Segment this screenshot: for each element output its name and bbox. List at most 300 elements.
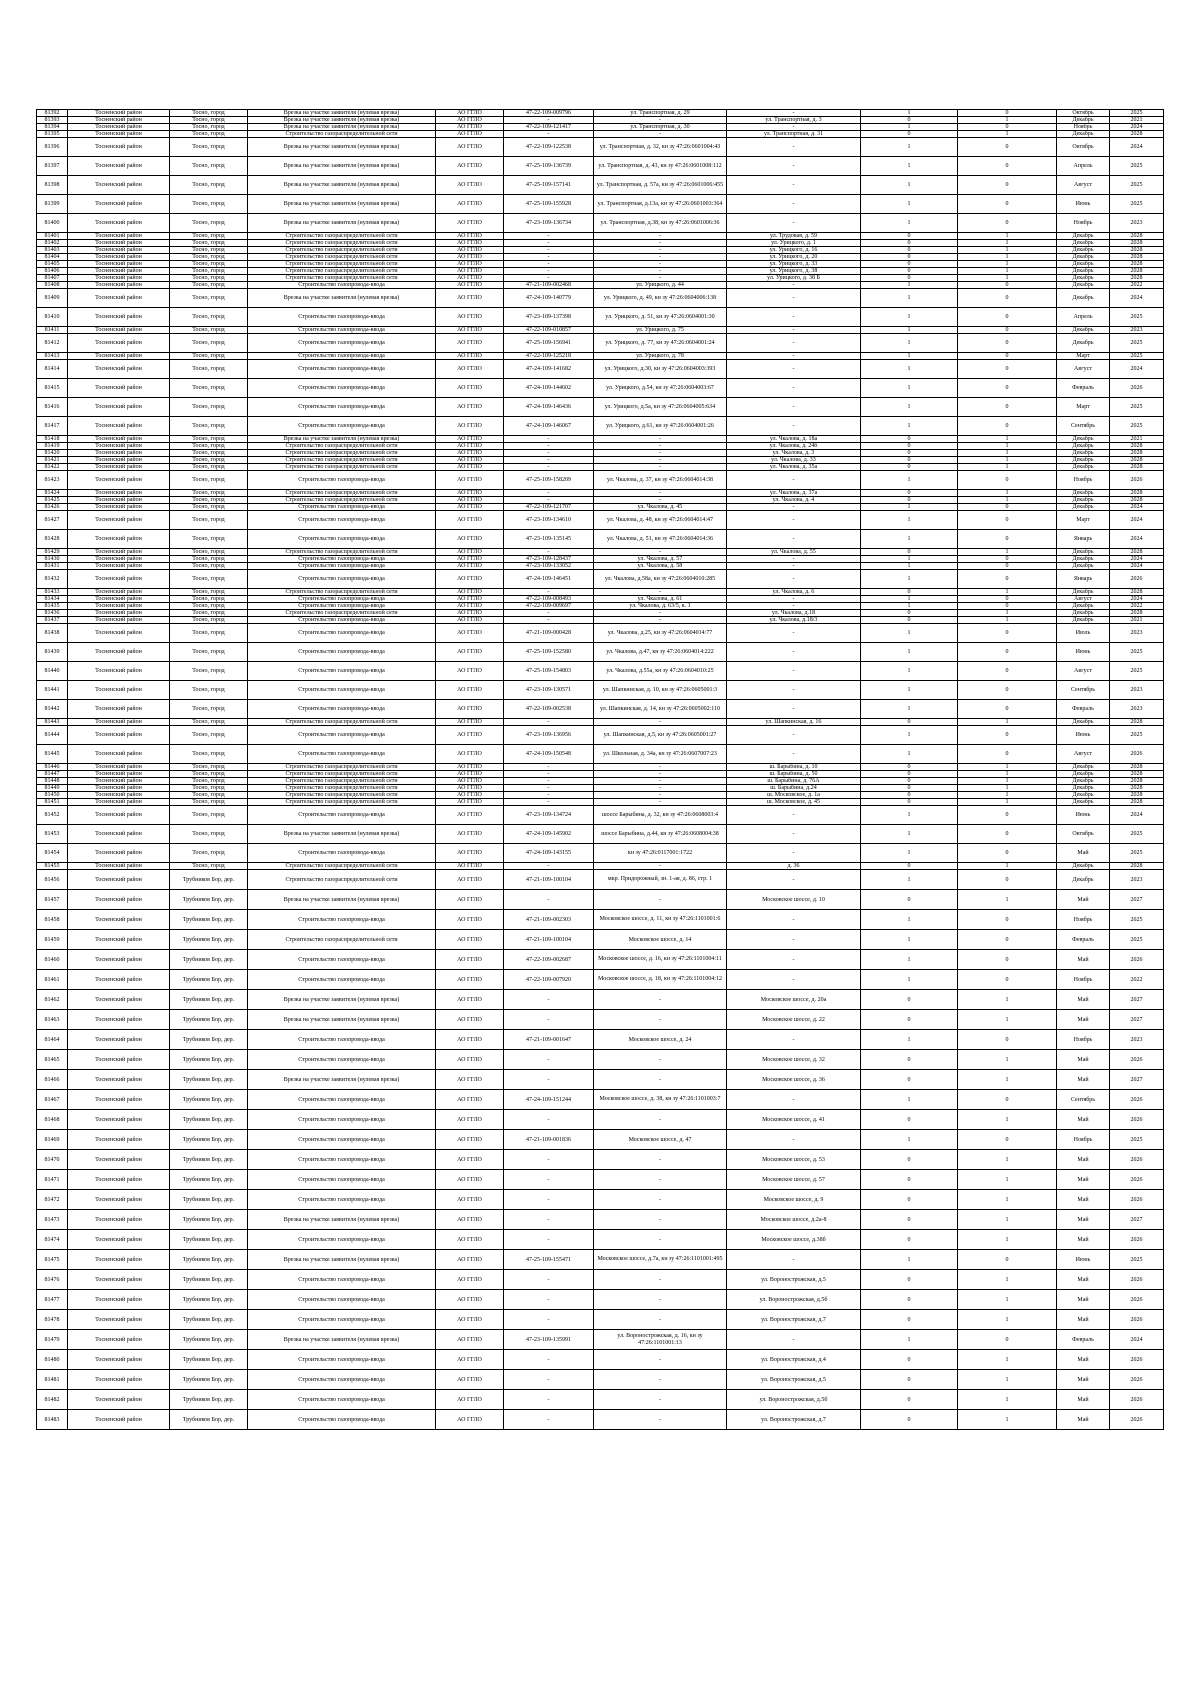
- organization-cell: АО ГГЛО: [436, 1130, 504, 1150]
- month-cell: Май: [1057, 1190, 1110, 1210]
- month-cell: Февраль: [1057, 700, 1110, 719]
- flag-a-cell: 1: [861, 700, 958, 719]
- organization-cell: АО ГГЛО: [436, 464, 504, 471]
- application-number-cell: 47-23-109-128437: [504, 556, 594, 563]
- year-cell: 2023: [1110, 681, 1164, 700]
- year-cell: 2028: [1110, 490, 1164, 497]
- work-type-cell: Строительство газопровода-ввода: [248, 471, 436, 490]
- work-type-cell: Строительство газораспределительной сети: [248, 240, 436, 247]
- address-applicant-cell: ул. Чкалова, д. 48, кн зу 47:26:0604014:47: [594, 511, 727, 530]
- district-cell: Тосненский район: [68, 1250, 170, 1270]
- address-network-cell: -: [727, 417, 861, 436]
- application-number-cell: -: [504, 254, 594, 261]
- application-number-cell: -: [504, 1230, 594, 1250]
- flag-b-cell: 0: [958, 970, 1057, 990]
- district-cell: Тосненский район: [68, 195, 170, 214]
- address-network-cell: -: [727, 289, 861, 308]
- table-row: [37, 764, 1164, 771]
- table-row: [37, 504, 1164, 511]
- table-row: [37, 327, 1164, 334]
- settlement-cell: Трубников Бор, дер.: [170, 1170, 248, 1190]
- address-applicant-cell: -: [594, 1150, 727, 1170]
- application-number-cell: 47-22-109-008493: [504, 596, 594, 603]
- address-applicant-cell: -: [594, 785, 727, 792]
- address-network-cell: -: [727, 1030, 861, 1050]
- address-network-cell: ул. Воронострожская, д.5: [727, 1370, 861, 1390]
- row-number-cell: 81440: [37, 662, 68, 681]
- table-row: [37, 457, 1164, 464]
- row-number-cell: 81450: [37, 792, 68, 799]
- address-applicant-cell: -: [594, 497, 727, 504]
- address-network-cell: -: [727, 398, 861, 417]
- work-type-cell: Строительство газораспределительной сети: [248, 799, 436, 806]
- district-cell: Тосненский район: [68, 863, 170, 870]
- district-cell: Тосненский район: [68, 124, 170, 131]
- month-cell: Май: [1057, 1290, 1110, 1310]
- year-cell: 2021: [1110, 617, 1164, 624]
- address-network-cell: -: [727, 662, 861, 681]
- address-applicant-cell: -: [594, 990, 727, 1010]
- flag-a-cell: 0: [861, 785, 958, 792]
- month-cell: Декабрь: [1057, 549, 1110, 556]
- flag-b-cell: 0: [958, 1330, 1057, 1350]
- address-applicant-cell: ул. Урицкого, д.5а, кн зу 47:26:0604005:634: [594, 398, 727, 417]
- row-number-cell: 81426: [37, 504, 68, 511]
- work-type-cell: Строительство газораспределительной сети: [248, 719, 436, 726]
- year-cell: 2023: [1110, 624, 1164, 643]
- row-number-cell: 81459: [37, 930, 68, 950]
- organization-cell: АО ГГЛО: [436, 1170, 504, 1190]
- district-cell: Тосненский район: [68, 450, 170, 457]
- flag-a-cell: 0: [861, 1290, 958, 1310]
- year-cell: 2024: [1110, 556, 1164, 563]
- month-cell: Январь: [1057, 570, 1110, 589]
- settlement-cell: Трубников Бор, дер.: [170, 930, 248, 950]
- table-row: [37, 110, 1164, 117]
- work-type-cell: Врезка на участке заявителя (нулевая врезка): [248, 176, 436, 195]
- year-cell: 2028: [1110, 589, 1164, 596]
- table-row: [37, 530, 1164, 549]
- settlement-cell: Трубников Бор, дер.: [170, 1350, 248, 1370]
- month-cell: Декабрь: [1057, 764, 1110, 771]
- table-row: [37, 1030, 1164, 1050]
- flag-b-cell: 0: [958, 327, 1057, 334]
- flag-a-cell: 0: [861, 549, 958, 556]
- address-applicant-cell: ул. Транспортная, д.13а, кн зу 47:26:0601003:364: [594, 195, 727, 214]
- settlement-cell: Тосно, город: [170, 570, 248, 589]
- row-number-cell: 81411: [37, 327, 68, 334]
- organization-cell: АО ГГЛО: [436, 247, 504, 254]
- district-cell: Тосненский район: [68, 110, 170, 117]
- year-cell: 2024: [1110, 511, 1164, 530]
- settlement-cell: Тосно, город: [170, 745, 248, 764]
- flag-a-cell: 0: [861, 117, 958, 124]
- year-cell: 2026: [1110, 570, 1164, 589]
- year-cell: 2023: [1110, 700, 1164, 719]
- table-row: [37, 214, 1164, 233]
- table-row: [37, 240, 1164, 247]
- month-cell: Декабрь: [1057, 563, 1110, 570]
- organization-cell: АО ГГЛО: [436, 110, 504, 117]
- organization-cell: АО ГГЛО: [436, 511, 504, 530]
- work-type-cell: Строительство газопровода-ввода: [248, 327, 436, 334]
- flag-a-cell: 0: [861, 990, 958, 1010]
- settlement-cell: Тосно, город: [170, 417, 248, 436]
- flag-a-cell: 0: [861, 1410, 958, 1430]
- flag-b-cell: 1: [958, 990, 1057, 1010]
- month-cell: Август: [1057, 662, 1110, 681]
- month-cell: Декабрь: [1057, 771, 1110, 778]
- address-network-cell: -: [727, 530, 861, 549]
- application-number-cell: -: [504, 450, 594, 457]
- table-row: [37, 233, 1164, 240]
- settlement-cell: Тосно, город: [170, 863, 248, 870]
- address-network-cell: -: [727, 282, 861, 289]
- flag-b-cell: 1: [958, 771, 1057, 778]
- organization-cell: АО ГГЛО: [436, 1070, 504, 1090]
- work-type-cell: Строительство газораспределительной сети: [248, 490, 436, 497]
- month-cell: Февраль: [1057, 379, 1110, 398]
- district-cell: Тосненский район: [68, 233, 170, 240]
- address-applicant-cell: ул. Чкалова, д.58а, кн зу 47:26:0604010:285: [594, 570, 727, 589]
- row-number-cell: 81458: [37, 910, 68, 930]
- address-network-cell: -: [727, 624, 861, 643]
- address-network-cell: -: [727, 556, 861, 563]
- flag-b-cell: 0: [958, 157, 1057, 176]
- year-cell: 2026: [1110, 1290, 1164, 1310]
- year-cell: 2026: [1110, 1390, 1164, 1410]
- year-cell: 2027: [1110, 890, 1164, 910]
- district-cell: Тосненский район: [68, 610, 170, 617]
- month-cell: Декабрь: [1057, 233, 1110, 240]
- address-applicant-cell: ул. Шапкинская, д.5, кн зу 47:26:0605001:27: [594, 726, 727, 745]
- address-applicant-cell: -: [594, 450, 727, 457]
- settlement-cell: Тосно, город: [170, 131, 248, 138]
- organization-cell: АО ГГЛО: [436, 617, 504, 624]
- table-row: [37, 1250, 1164, 1270]
- address-applicant-cell: -: [594, 117, 727, 124]
- flag-a-cell: 0: [861, 233, 958, 240]
- row-number-cell: 81452: [37, 806, 68, 825]
- table-row: [37, 681, 1164, 700]
- address-applicant-cell: -: [594, 1290, 727, 1310]
- row-number-cell: 81474: [37, 1230, 68, 1250]
- flag-a-cell: 0: [861, 261, 958, 268]
- table-row: [37, 1050, 1164, 1070]
- row-number-cell: 81445: [37, 745, 68, 764]
- flag-a-cell: 1: [861, 124, 958, 131]
- year-cell: 2025: [1110, 176, 1164, 195]
- district-cell: Тосненский район: [68, 1150, 170, 1170]
- flag-a-cell: 0: [861, 1370, 958, 1390]
- settlement-cell: Тосно, город: [170, 497, 248, 504]
- district-cell: Тосненский район: [68, 662, 170, 681]
- address-network-cell: ул. Чкалова, д. 3: [727, 450, 861, 457]
- row-number-cell: 81401: [37, 233, 68, 240]
- month-cell: Май: [1057, 1270, 1110, 1290]
- settlement-cell: Трубников Бор, дер.: [170, 1130, 248, 1150]
- row-number-cell: 81399: [37, 195, 68, 214]
- work-type-cell: Строительство газораспределительной сети: [248, 778, 436, 785]
- month-cell: Декабрь: [1057, 556, 1110, 563]
- address-applicant-cell: -: [594, 464, 727, 471]
- address-network-cell: -: [727, 726, 861, 745]
- settlement-cell: Тосно, город: [170, 195, 248, 214]
- month-cell: Май: [1057, 1310, 1110, 1330]
- district-cell: Тосненский район: [68, 1330, 170, 1350]
- address-network-cell: -: [727, 353, 861, 360]
- address-network-cell: ул. Чкалова, д. 55: [727, 549, 861, 556]
- organization-cell: АО ГГЛО: [436, 1190, 504, 1210]
- address-applicant-cell: ул. Чкалова, д. 61: [594, 596, 727, 603]
- district-cell: Тосненский район: [68, 910, 170, 930]
- address-applicant-cell: -: [594, 1050, 727, 1070]
- year-cell: 2028: [1110, 240, 1164, 247]
- organization-cell: АО ГГЛО: [436, 563, 504, 570]
- address-applicant-cell: ул. Чкалова, д.25, кн зу 47:26:0604014:77: [594, 624, 727, 643]
- year-cell: 2025: [1110, 398, 1164, 417]
- application-number-cell: 47-22-109-002687: [504, 950, 594, 970]
- table-row: [37, 353, 1164, 360]
- month-cell: Август: [1057, 360, 1110, 379]
- row-number-cell: 81405: [37, 261, 68, 268]
- month-cell: Май: [1057, 1170, 1110, 1190]
- organization-cell: АО ГГЛО: [436, 240, 504, 247]
- organization-cell: АО ГГЛО: [436, 726, 504, 745]
- row-number-cell: 81403: [37, 247, 68, 254]
- organization-cell: АО ГГЛО: [436, 1330, 504, 1350]
- flag-b-cell: 0: [958, 282, 1057, 289]
- district-cell: Тосненский район: [68, 825, 170, 844]
- district-cell: Тосненский район: [68, 764, 170, 771]
- flag-a-cell: 1: [861, 726, 958, 745]
- year-cell: 2024: [1110, 596, 1164, 603]
- settlement-cell: Трубников Бор, дер.: [170, 1030, 248, 1050]
- year-cell: 2026: [1110, 1410, 1164, 1430]
- flag-b-cell: 1: [958, 247, 1057, 254]
- address-network-cell: ул. Чкалова, д. 37а: [727, 490, 861, 497]
- flag-b-cell: 0: [958, 870, 1057, 890]
- row-number-cell: 81406: [37, 268, 68, 275]
- flag-a-cell: 0: [861, 1190, 958, 1210]
- year-cell: 2025: [1110, 910, 1164, 930]
- table-row: [37, 1350, 1164, 1370]
- row-number-cell: 81439: [37, 643, 68, 662]
- district-cell: Тосненский район: [68, 950, 170, 970]
- address-applicant-cell: -: [594, 617, 727, 624]
- district-cell: Тосненский район: [68, 1350, 170, 1370]
- row-number-cell: 81392: [37, 110, 68, 117]
- table-row: [37, 863, 1164, 870]
- work-type-cell: Строительство газораспределительной сети: [248, 268, 436, 275]
- month-cell: Декабрь: [1057, 334, 1110, 353]
- flag-b-cell: 0: [958, 745, 1057, 764]
- table-row: [37, 308, 1164, 327]
- address-applicant-cell: -: [594, 240, 727, 247]
- district-cell: Тосненский район: [68, 792, 170, 799]
- work-type-cell: Врезка на участке заявителя (нулевая врезка): [248, 436, 436, 443]
- settlement-cell: Тосно, город: [170, 511, 248, 530]
- month-cell: Ноябрь: [1057, 1030, 1110, 1050]
- district-cell: Тосненский район: [68, 282, 170, 289]
- work-type-cell: Врезка на участке заявителя (нулевая врезка): [248, 124, 436, 131]
- table-row: [37, 195, 1164, 214]
- table-row: [37, 379, 1164, 398]
- address-applicant-cell: -: [594, 131, 727, 138]
- organization-cell: АО ГГЛО: [436, 930, 504, 950]
- settlement-cell: Тосно, город: [170, 771, 248, 778]
- work-type-cell: Строительство газопровода-ввода: [248, 643, 436, 662]
- table-row: [37, 1370, 1164, 1390]
- month-cell: Декабрь: [1057, 799, 1110, 806]
- district-cell: Тосненский район: [68, 778, 170, 785]
- table-row: [37, 247, 1164, 254]
- application-number-cell: 47-24-109-151244: [504, 1090, 594, 1110]
- flag-b-cell: 1: [958, 1230, 1057, 1250]
- table-row: [37, 556, 1164, 563]
- flag-a-cell: 0: [861, 275, 958, 282]
- row-number-cell: 81430: [37, 556, 68, 563]
- application-number-cell: 47-24-109-140779: [504, 289, 594, 308]
- district-cell: Тосненский район: [68, 1390, 170, 1410]
- application-number-cell: 47-21-109-001836: [504, 1130, 594, 1150]
- application-number-cell: -: [504, 247, 594, 254]
- organization-cell: АО ГГЛО: [436, 785, 504, 792]
- flag-a-cell: 0: [861, 1350, 958, 1370]
- settlement-cell: Трубников Бор, дер.: [170, 970, 248, 990]
- year-cell: 2022: [1110, 970, 1164, 990]
- address-network-cell: -: [727, 563, 861, 570]
- row-number-cell: 81451: [37, 799, 68, 806]
- organization-cell: АО ГГЛО: [436, 950, 504, 970]
- table-row: [37, 950, 1164, 970]
- application-number-cell: -: [504, 1010, 594, 1030]
- address-applicant-cell: Московское шоссе, д. 18, кн зу 47:26:1101004:12: [594, 970, 727, 990]
- flag-b-cell: 0: [958, 360, 1057, 379]
- year-cell: 2026: [1110, 379, 1164, 398]
- address-network-cell: ул. Воронострожская, д.5б: [727, 1290, 861, 1310]
- flag-b-cell: 1: [958, 863, 1057, 870]
- organization-cell: АО ГГЛО: [436, 353, 504, 360]
- address-applicant-cell: ул. Урицкого, д. 78: [594, 353, 727, 360]
- address-applicant-cell: ул. Чкалова, д. 45: [594, 504, 727, 511]
- district-cell: Тосненский район: [68, 1270, 170, 1290]
- organization-cell: АО ГГЛО: [436, 289, 504, 308]
- month-cell: Май: [1057, 1010, 1110, 1030]
- flag-a-cell: 0: [861, 771, 958, 778]
- settlement-cell: Тосно, город: [170, 275, 248, 282]
- flag-a-cell: 1: [861, 643, 958, 662]
- address-network-cell: ул. Воронострожская, д.5б: [727, 1390, 861, 1410]
- application-number-cell: 47-21-109-000428: [504, 624, 594, 643]
- organization-cell: АО ГГЛО: [436, 530, 504, 549]
- district-cell: Тосненский район: [68, 1190, 170, 1210]
- flag-b-cell: 1: [958, 117, 1057, 124]
- settlement-cell: Тосно, город: [170, 596, 248, 603]
- address-network-cell: ул. Воронострожская, д.7: [727, 1310, 861, 1330]
- organization-cell: АО ГГЛО: [436, 589, 504, 596]
- work-type-cell: Строительство газопровода-ввода: [248, 745, 436, 764]
- month-cell: Декабрь: [1057, 268, 1110, 275]
- flag-a-cell: 0: [861, 719, 958, 726]
- year-cell: 2023: [1110, 327, 1164, 334]
- settlement-cell: Тосно, город: [170, 282, 248, 289]
- settlement-cell: Тосно, город: [170, 504, 248, 511]
- settlement-cell: Тосно, город: [170, 360, 248, 379]
- flag-a-cell: 0: [861, 1170, 958, 1190]
- address-network-cell: -: [727, 643, 861, 662]
- flag-a-cell: 0: [861, 1150, 958, 1170]
- application-number-cell: 47-21-109-100104: [504, 930, 594, 950]
- address-applicant-cell: ул. Шапкинская, д. 10, кн зу 47:26:0605001:3: [594, 681, 727, 700]
- table-row: [37, 806, 1164, 825]
- address-applicant-cell: -: [594, 890, 727, 910]
- flag-b-cell: 1: [958, 1110, 1057, 1130]
- row-number-cell: 81449: [37, 785, 68, 792]
- address-applicant-cell: -: [594, 1170, 727, 1190]
- address-applicant-cell: ул. Транспортная, д. 30: [594, 124, 727, 131]
- flag-a-cell: 0: [861, 799, 958, 806]
- year-cell: 2025: [1110, 825, 1164, 844]
- flag-a-cell: 1: [861, 282, 958, 289]
- flag-b-cell: 1: [958, 1410, 1057, 1430]
- address-network-cell: ул. Транспортная, д. 31: [727, 131, 861, 138]
- flag-a-cell: 1: [861, 844, 958, 863]
- organization-cell: АО ГГЛО: [436, 556, 504, 563]
- settlement-cell: Тосно, город: [170, 379, 248, 398]
- year-cell: 2024: [1110, 806, 1164, 825]
- address-network-cell: -: [727, 138, 861, 157]
- organization-cell: АО ГГЛО: [436, 1230, 504, 1250]
- work-type-cell: Строительство газопровода-ввода: [248, 308, 436, 327]
- work-type-cell: Строительство газопровода-ввода: [248, 563, 436, 570]
- district-cell: Тосненский район: [68, 240, 170, 247]
- organization-cell: АО ГГЛО: [436, 450, 504, 457]
- address-applicant-cell: ул. Чкалова, д.47, кн зу 47:26:0604014:222: [594, 643, 727, 662]
- flag-a-cell: 1: [861, 195, 958, 214]
- month-cell: Декабрь: [1057, 792, 1110, 799]
- settlement-cell: Тосно, город: [170, 617, 248, 624]
- application-number-cell: 47-23-109-136956: [504, 726, 594, 745]
- application-number-cell: 47-23-109-136734: [504, 214, 594, 233]
- row-number-cell: 81444: [37, 726, 68, 745]
- flag-b-cell: 0: [958, 700, 1057, 719]
- row-number-cell: 81425: [37, 497, 68, 504]
- organization-cell: АО ГГЛО: [436, 1050, 504, 1070]
- organization-cell: АО ГГЛО: [436, 1310, 504, 1330]
- row-number-cell: 81476: [37, 1270, 68, 1290]
- settlement-cell: Тосно, город: [170, 825, 248, 844]
- row-number-cell: 81467: [37, 1090, 68, 1110]
- address-network-cell: -: [727, 176, 861, 195]
- table-row: [37, 771, 1164, 778]
- address-applicant-cell: Московское шоссе, д. 47: [594, 1130, 727, 1150]
- flag-b-cell: 1: [958, 589, 1057, 596]
- year-cell: 2025: [1110, 334, 1164, 353]
- flag-a-cell: 0: [861, 863, 958, 870]
- row-number-cell: 81408: [37, 282, 68, 289]
- table-row: [37, 910, 1164, 930]
- year-cell: 2025: [1110, 1130, 1164, 1150]
- application-number-cell: -: [504, 610, 594, 617]
- settlement-cell: Тосно, город: [170, 110, 248, 117]
- organization-cell: АО ГГЛО: [436, 799, 504, 806]
- flag-a-cell: 0: [861, 490, 958, 497]
- work-type-cell: Строительство газопровода-ввода: [248, 1090, 436, 1110]
- address-network-cell: -: [727, 327, 861, 334]
- application-number-cell: 47-24-109-150548: [504, 745, 594, 764]
- organization-cell: АО ГГЛО: [436, 970, 504, 990]
